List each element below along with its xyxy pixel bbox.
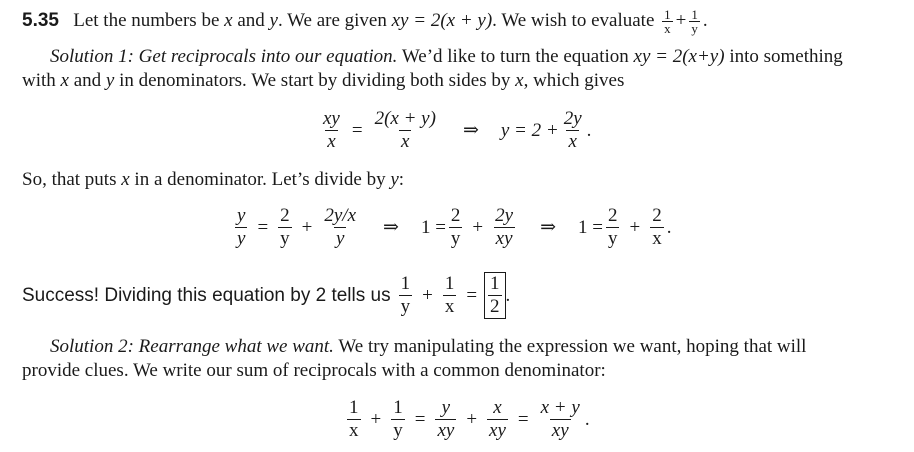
given-equation: xy = 2(x + y) <box>391 9 493 31</box>
eq3-frac-a: $\frac{1}{x}$ <box>349 397 359 441</box>
eq2-result: 1 = <box>420 216 446 238</box>
eq3-frac-b: $\frac{1}{y}$ <box>393 397 403 441</box>
problem-line: 5.35 Let the numbers be x and y. We are given xy = 2(x + y). We wish to evaluate $\frac{1}{x}$ + $\frac{1}{y}$ . <box>22 7 708 36</box>
eq1-result: y = 2 + <box>500 119 559 141</box>
eq2-result2: 1 = <box>578 216 603 238</box>
eq2-frac-e: $\frac{2y}{xy}$ <box>495 205 514 249</box>
problem-text-a: Let the numbers be <box>73 9 220 31</box>
solution1-title: Solution 1: Get reciprocals into our equation. <box>50 46 398 67</box>
success-frac-y: $\frac{1}{y}$ <box>400 273 411 317</box>
problem-number: 5.35 <box>22 9 59 31</box>
eq3-frac-e: $\frac{x + y}{xy}$ <box>540 397 580 441</box>
eq1-frac-rhs: $\frac{2(x + y)}{x}$ <box>374 108 436 152</box>
eq2-frac-d: $\frac{2}{y}$ <box>450 205 461 249</box>
problem-text-c: . We wish to evaluate <box>492 9 655 31</box>
solution1-line1 <box>50 45 843 69</box>
problem-text-b: . We are given <box>277 9 387 31</box>
implies-arrow: ⇒ <box>462 120 479 141</box>
success-frac-x: $\frac{1}{x}$ <box>444 273 455 317</box>
solution1-text2: into something <box>729 46 843 67</box>
equation-2: $\frac{y}{y}$ = $\frac{2}{y}$ + $\frac{2y/x}{y}$ ⇒ 1 = $\frac{2}{y}$ + $\frac{2y}{xy}$ ⇒ 1 = $\frac{2}{y}$ + $\frac{2}{x}$ . <box>237 205 672 249</box>
solution2-line2 <box>22 359 606 383</box>
solution2-text2: provide clues. We write our sum of reciprocals with a common denominator: <box>22 360 606 381</box>
eq2-frac-g: $\frac{2}{x}$ <box>652 205 662 249</box>
success-text: Success! Dividing this equation by 2 tells us <box>22 284 391 306</box>
var-y: y <box>269 9 278 31</box>
solution2-line1 <box>50 335 806 359</box>
answer-box: $\frac{1}{2}$ <box>484 272 506 319</box>
eq3-frac-c: $\frac{y}{xy}$ <box>437 397 455 441</box>
eq2-frac-b: $\frac{2}{y}$ <box>280 205 290 249</box>
eq2-frac-c: $\frac{2y/x}{y}$ <box>324 205 357 249</box>
solution1-line2: with x and y in denominators. We start by dividing both sides by x, which gives <box>22 70 625 91</box>
var-x: x <box>224 9 233 31</box>
equation-3: $\frac{1}{x}$ + $\frac{1}{y}$ = $\frac{y}{xy}$ + $\frac{x}{xy}$ = $\frac{x + y}{xy}$ . <box>349 397 590 441</box>
and-text: and <box>237 9 265 31</box>
eval-frac-y: $\frac{1}{y}$ <box>691 7 698 36</box>
eq2-frac-a: $\frac{y}{y}$ <box>237 205 246 249</box>
eval-frac-x: $\frac{1}{x}$ <box>664 7 671 36</box>
eq3-frac-d: $\frac{x}{xy}$ <box>489 397 506 441</box>
eq1-frac-res: $\frac{2y}{x}$ <box>563 108 582 152</box>
solution2-text1: We try manipulating the expression we want, hoping that will <box>338 336 807 357</box>
eq2-frac-f: $\frac{2}{y}$ <box>607 205 618 249</box>
equation-1: $\frac{xy}{x}$ = $\frac{2(x + y)}{x}$ ⇒ y = 2 + $\frac{2y}{x}$ . <box>323 108 592 152</box>
solution2-title: Solution 2: Rearrange what we want. <box>50 336 334 357</box>
eq1-frac-lhs: $\frac{xy}{x}$ <box>323 108 340 152</box>
so-line: So, that puts x in a denominator. Let’s divide by y: <box>22 169 405 190</box>
solution1-eq: xy = 2(x+y) <box>633 46 725 67</box>
success-line: Success! Dividing this equation by 2 tells us $\frac{1}{y}$ + $\frac{1}{x}$ = $\frac{1}{2}$ . <box>22 273 511 317</box>
solution1-text1: We’d like to turn the equation <box>401 46 629 67</box>
